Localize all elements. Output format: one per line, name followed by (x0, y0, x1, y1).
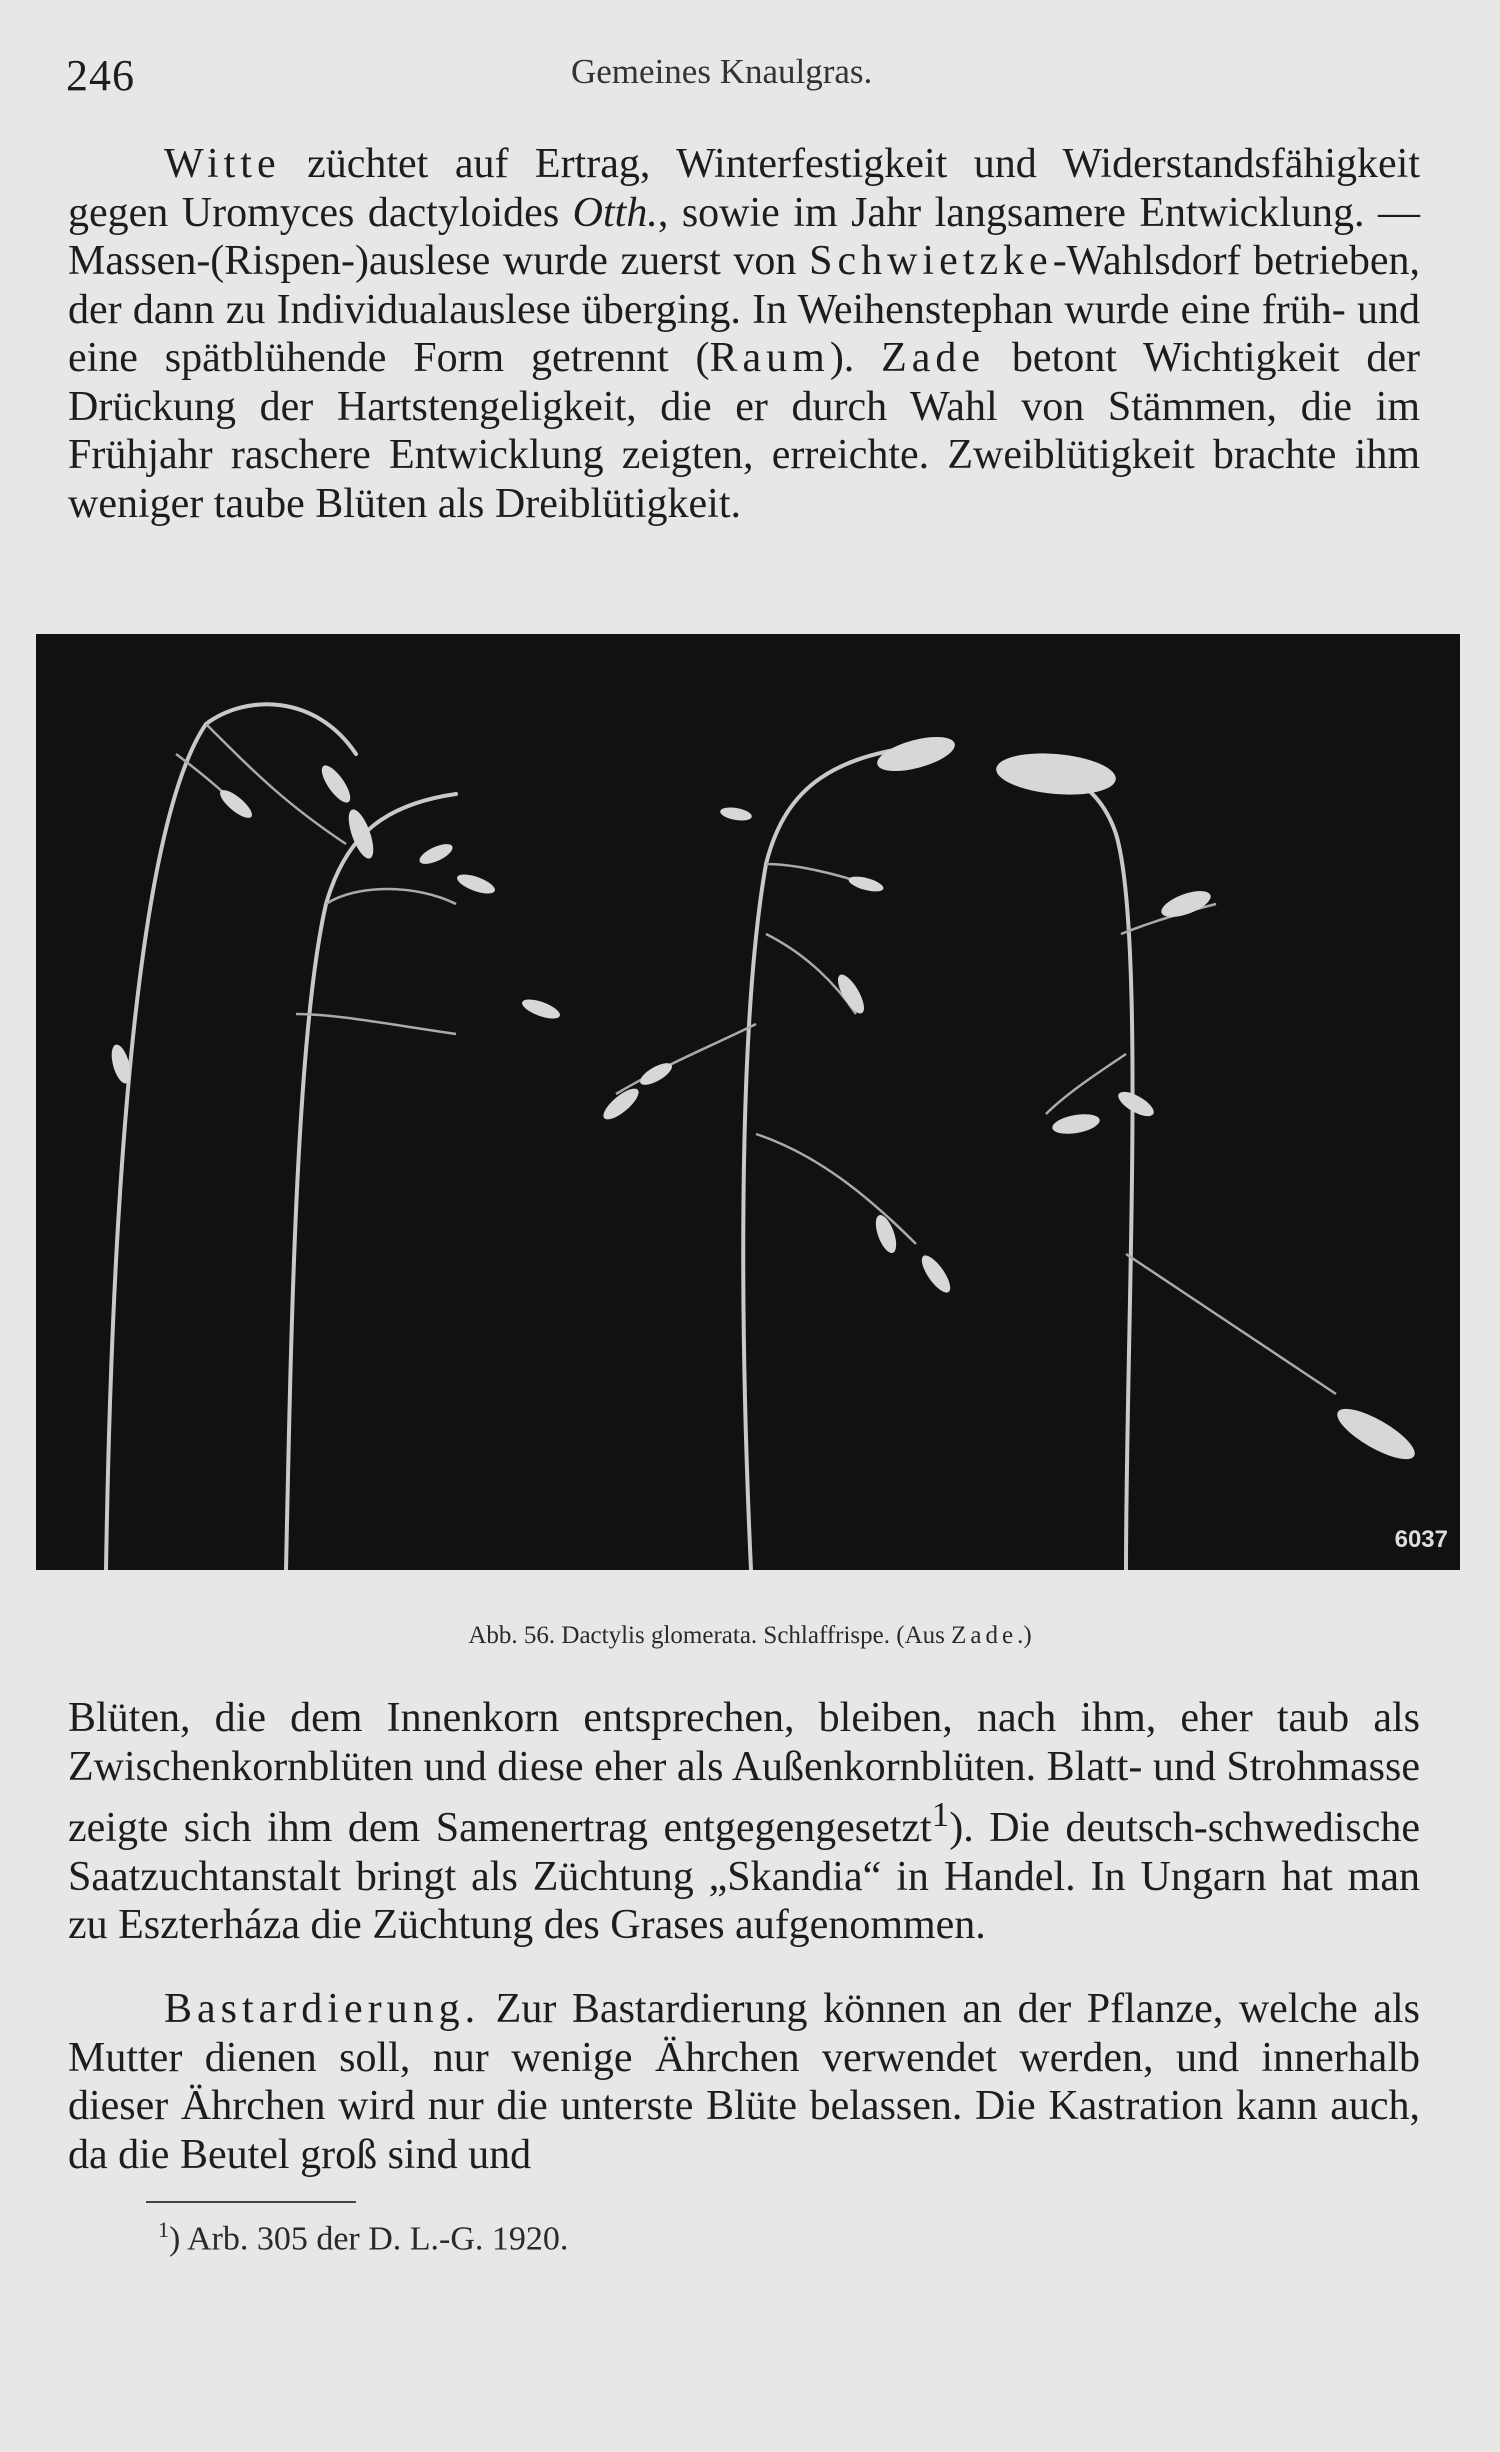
page-number: 246 (66, 51, 135, 100)
author-name: Raum (709, 335, 830, 381)
figure-caption (0, 1622, 1500, 1650)
paragraph-text: betont Wichtigkeit der Drückung der Hartstengeligkeit, die er durch Wahl von Stämmen, die im Frühjahr raschere Entwicklung zeigten, erreichte. Zweiblütigkeit brachte ihm weniger taube Blüten als Dreiblütigkeit. (68, 335, 1420, 527)
footnote-text: ) Arb. 305 der D. L.-G. 1920. (169, 2220, 569, 2258)
paragraph-text: ). (829, 335, 882, 381)
section-heading: Bastardierung. (164, 1986, 481, 2032)
caption-author: Zade (951, 1622, 1018, 1649)
paragraph-text: -Wahlsdorf betrieben, der dann zu Individualauslese überging. In Weihenstephan wurde eine früh- und eine spätblühende Form getrennt ( (68, 238, 1420, 381)
author-name: Witte (164, 141, 281, 187)
footnote-reference[interactable]: 1 (931, 1795, 950, 1834)
paragraph-1 (68, 140, 1420, 528)
footnote-divider (146, 2201, 356, 2203)
footnote (158, 2217, 568, 2258)
plate-number: 6037 (1394, 1526, 1448, 1553)
grass-photograph (36, 634, 1460, 1570)
paragraph-text: ). Die deutsch-schwedische Saatzuchtanstalt bringt als Züchtung „Skandia“ in Handel. In Ungarn hat man zu Eszterháza die Züchtung des Grases aufgenommen. (68, 1805, 1420, 1948)
page-header (66, 42, 1446, 102)
author-abbreviation: Otth. (572, 189, 658, 236)
paragraph-2 (68, 1694, 1420, 1950)
paragraph-text: , sowie im Jahr langsamere Entwicklung. — Massen-(Rispen-)auslese wurde zuerst von (68, 189, 1420, 284)
paragraph-text: Blüten, die dem Innenkorn entsprechen, bleiben, nach ihm, eher taub als Zwischenkornblüten und diese eher als Außenkornblüten. Blatt- und Strohmasse zeigte sich ihm dem Samenertrag entgegengesetzt (68, 1695, 1420, 1851)
paragraph-text: Zur Bastardierung können an der Pflanze, welche als Mutter dienen soll, nur wenige Ährchen verwendet werden, und innerhalb dieser Ährchen wird nur die unterste Blüte belassen. Die Kastration kann auch, da die Beutel groß sind und (68, 1986, 1420, 2178)
paragraph-text: züchtet auf Ertrag, Winterfestigkeit und Widerstandsfähigkeit gegen Uromyces dactyloides (68, 141, 1420, 236)
author-name: Zade (881, 335, 986, 381)
grass-panicles-illustration (36, 634, 1460, 1570)
running-title: Gemeines Knaulgras. (571, 52, 873, 91)
caption-end: .) (1017, 1622, 1032, 1649)
caption-text: Abb. 56. Dactylis glomerata. Schlaffrispe. (Aus (468, 1622, 952, 1649)
footnote-marker: 1 (158, 2217, 169, 2242)
paragraph-3 (68, 1985, 1420, 2179)
author-name: Schwietzke (809, 238, 1053, 284)
